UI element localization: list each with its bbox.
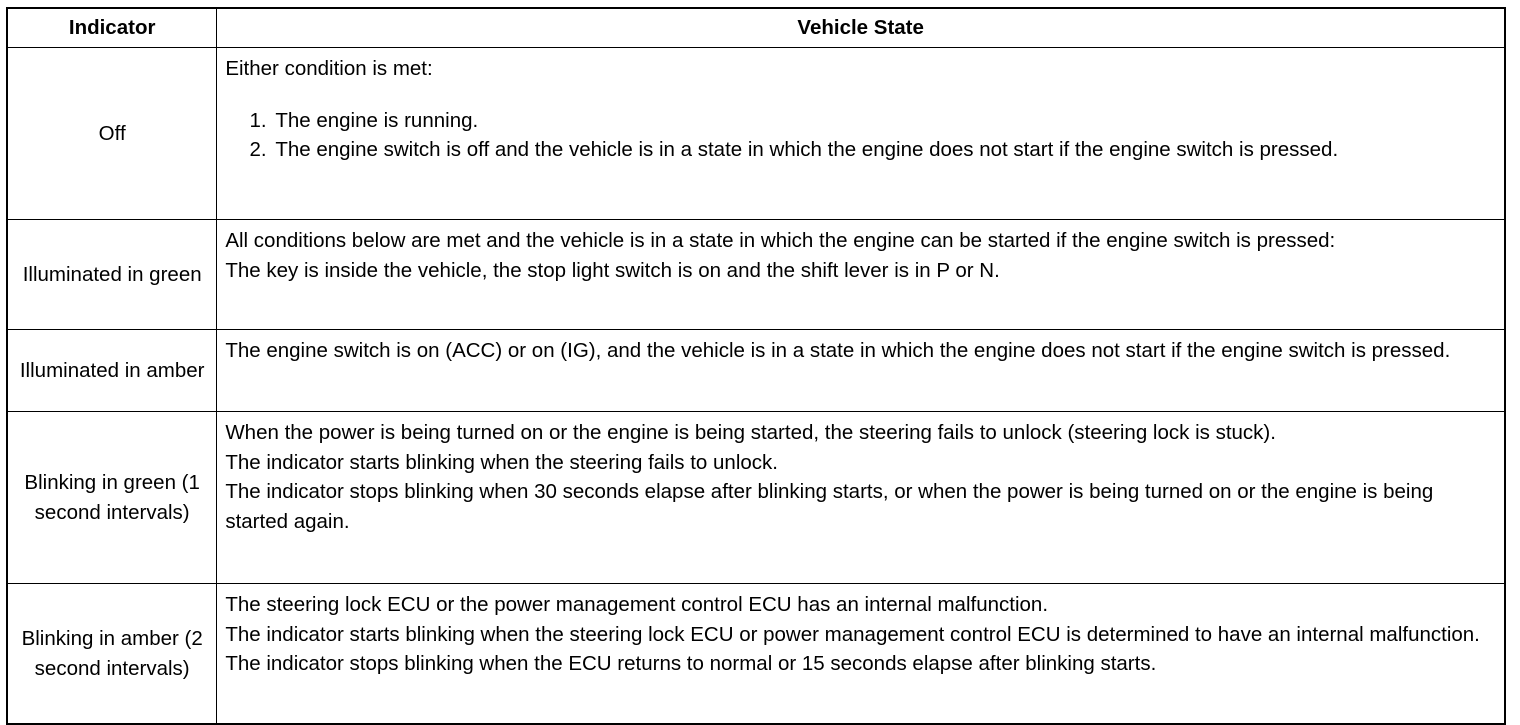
table-row [7,584,1505,725]
indicator-cell: Illuminated in green [7,220,217,330]
state-line: When the power is being turned on or the engine is being started, the steering fails to unlock (steering lock is stuck). [225,421,1276,444]
state-line: The key is inside the vehicle, the stop light switch is on and the shift lever is in P or N. [225,258,1000,282]
table-row [7,48,1505,220]
indicator-cell: Illuminated in amber [7,330,217,412]
header-indicator: Indicator [7,8,217,48]
vehicle-state-cell [217,330,1505,412]
condition-list [225,106,1496,165]
state-intro: Either condition is met: [225,57,433,80]
state-line: The indicator starts blinking when the steering lock ECU or power management control ECU is determined to have an internal malfunction. [225,622,1480,646]
vehicle-state-cell [217,412,1505,584]
state-line: The steering lock ECU or the power management control ECU has an internal malfunction. [225,593,1049,616]
table-header-row [7,8,1505,48]
state-line: All conditions below are met and the vehicle is in a state in which the engine can be started if the engine switch is pressed: [225,229,1336,252]
indicator-state-table [6,7,1506,725]
header-vehicle-state: Vehicle State [217,8,1505,48]
vehicle-state-cell [217,220,1505,330]
state-line: The indicator starts blinking when the steering fails to unlock. [225,450,778,474]
vehicle-state-cell [217,584,1505,725]
table-row [7,412,1505,584]
indicator-cell: Blinking in amber (2 second intervals) [7,584,217,725]
vehicle-state-cell [217,48,1505,220]
table-row [7,220,1505,330]
state-line: The indicator stops blinking when 30 seconds elapse after blinking starts, or when the power is being turned on or the engine is being started again. [225,480,1434,533]
list-item: 2. The engine switch is off and the vehicle is in a state in which the engine does not start if the engine switch is pressed. [272,135,1496,165]
table-row [7,330,1505,412]
indicator-cell: Off [7,48,217,220]
state-line: The indicator stops blinking when the ECU returns to normal or 15 seconds elapse after blinking starts. [225,652,1157,675]
state-line: The engine switch is on (ACC) or on (IG), and the vehicle is in a state in which the engine does not start if the engine switch is pressed. [225,339,1451,362]
list-item: 1. The engine is running. [272,106,1496,136]
indicator-cell: Blinking in green (1 second intervals) [7,412,217,584]
